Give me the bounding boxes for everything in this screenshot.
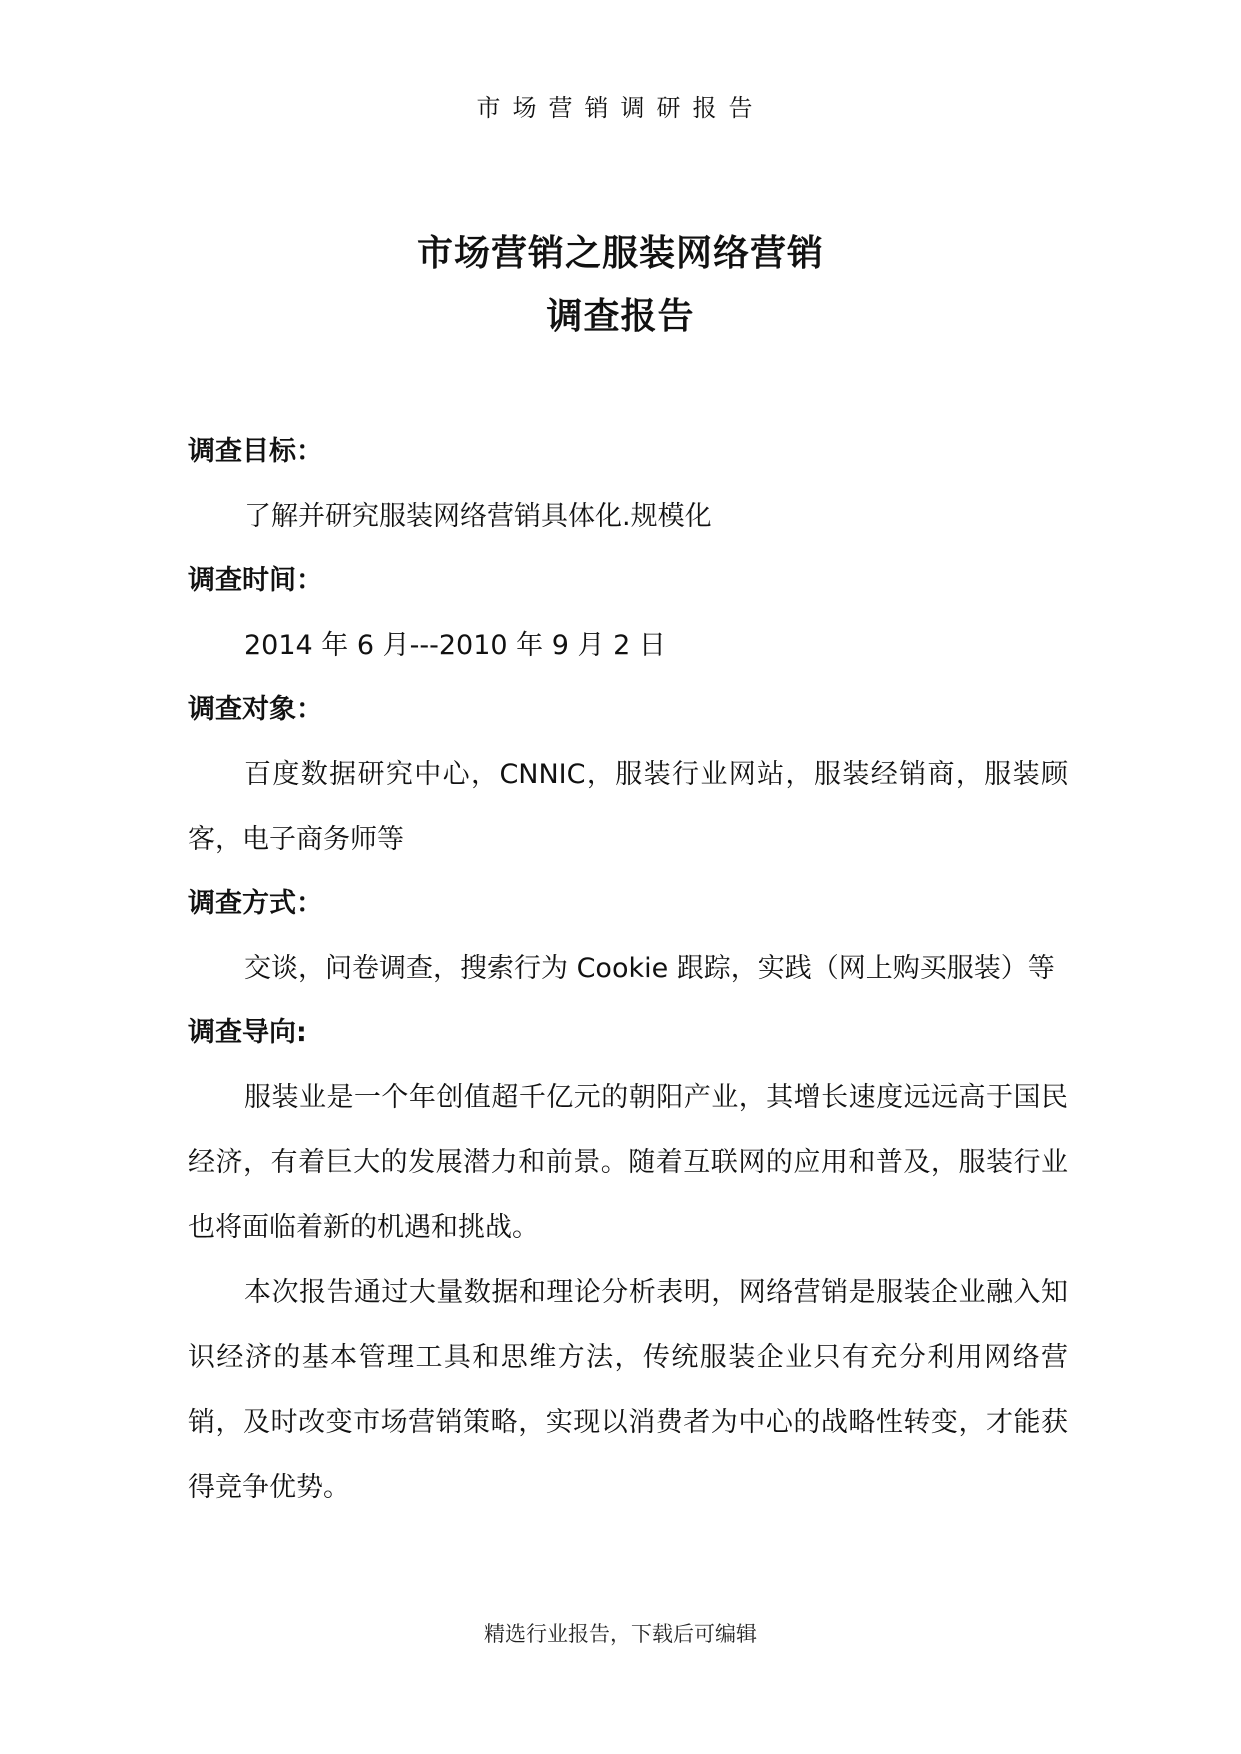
section-paragraph: 2014 年 6 月---2010 年 9 月 2 日 [244, 630, 666, 661]
section-heading: 调查导向: [188, 1017, 307, 1048]
section-method [188, 872, 1068, 1001]
section-heading: 调查方式： [188, 888, 323, 919]
section-objective [188, 420, 1068, 549]
section-time [188, 549, 1068, 678]
document-title: 市场营销之服装网络营销 [416, 233, 824, 274]
section-heading: 调查时间： [188, 565, 323, 596]
section-heading: 调查目标： [188, 436, 323, 467]
section-subjects [188, 678, 1068, 872]
section-paragraph: 了解并研究服装网络营销具体化.规模化 [244, 501, 712, 532]
document-subtitle: 调查报告 [546, 296, 695, 337]
section-paragraph: 本次报告通过大量数据和理论分析表明，网络营销是服装企业融入知识经济的基本管理工具和思维方法，传统服装企业只有充分利用网络营销，及时改变市场营销策略，实现以消费者为中心的战略性转变，才能获得竞争优势。 [188, 1277, 1068, 1503]
running-header: 市场营销调研报告 [476, 94, 765, 122]
section-heading: 调查对象： [188, 694, 323, 725]
footer-note: 精选行业报告，下载后可编辑 [484, 1622, 757, 1646]
section-paragraph: 百度数据研究中心，CNNIC，服装行业网站，服装经销商，服装顾客，电子商务师等 [188, 759, 1068, 855]
section-orientation [188, 1001, 1068, 1520]
section-paragraph: 服装业是一个年创值超千亿元的朝阳产业，其增长速度远远高于国民经济，有着巨大的发展潜力和前景。随着互联网的应用和普及，服装行业也将面临着新的机遇和挑战。 [188, 1082, 1068, 1243]
section-paragraph: 交谈，问卷调查，搜索行为 Cookie 跟踪，实践（网上购买服装）等 [244, 953, 1055, 984]
document-body [188, 420, 1068, 1520]
